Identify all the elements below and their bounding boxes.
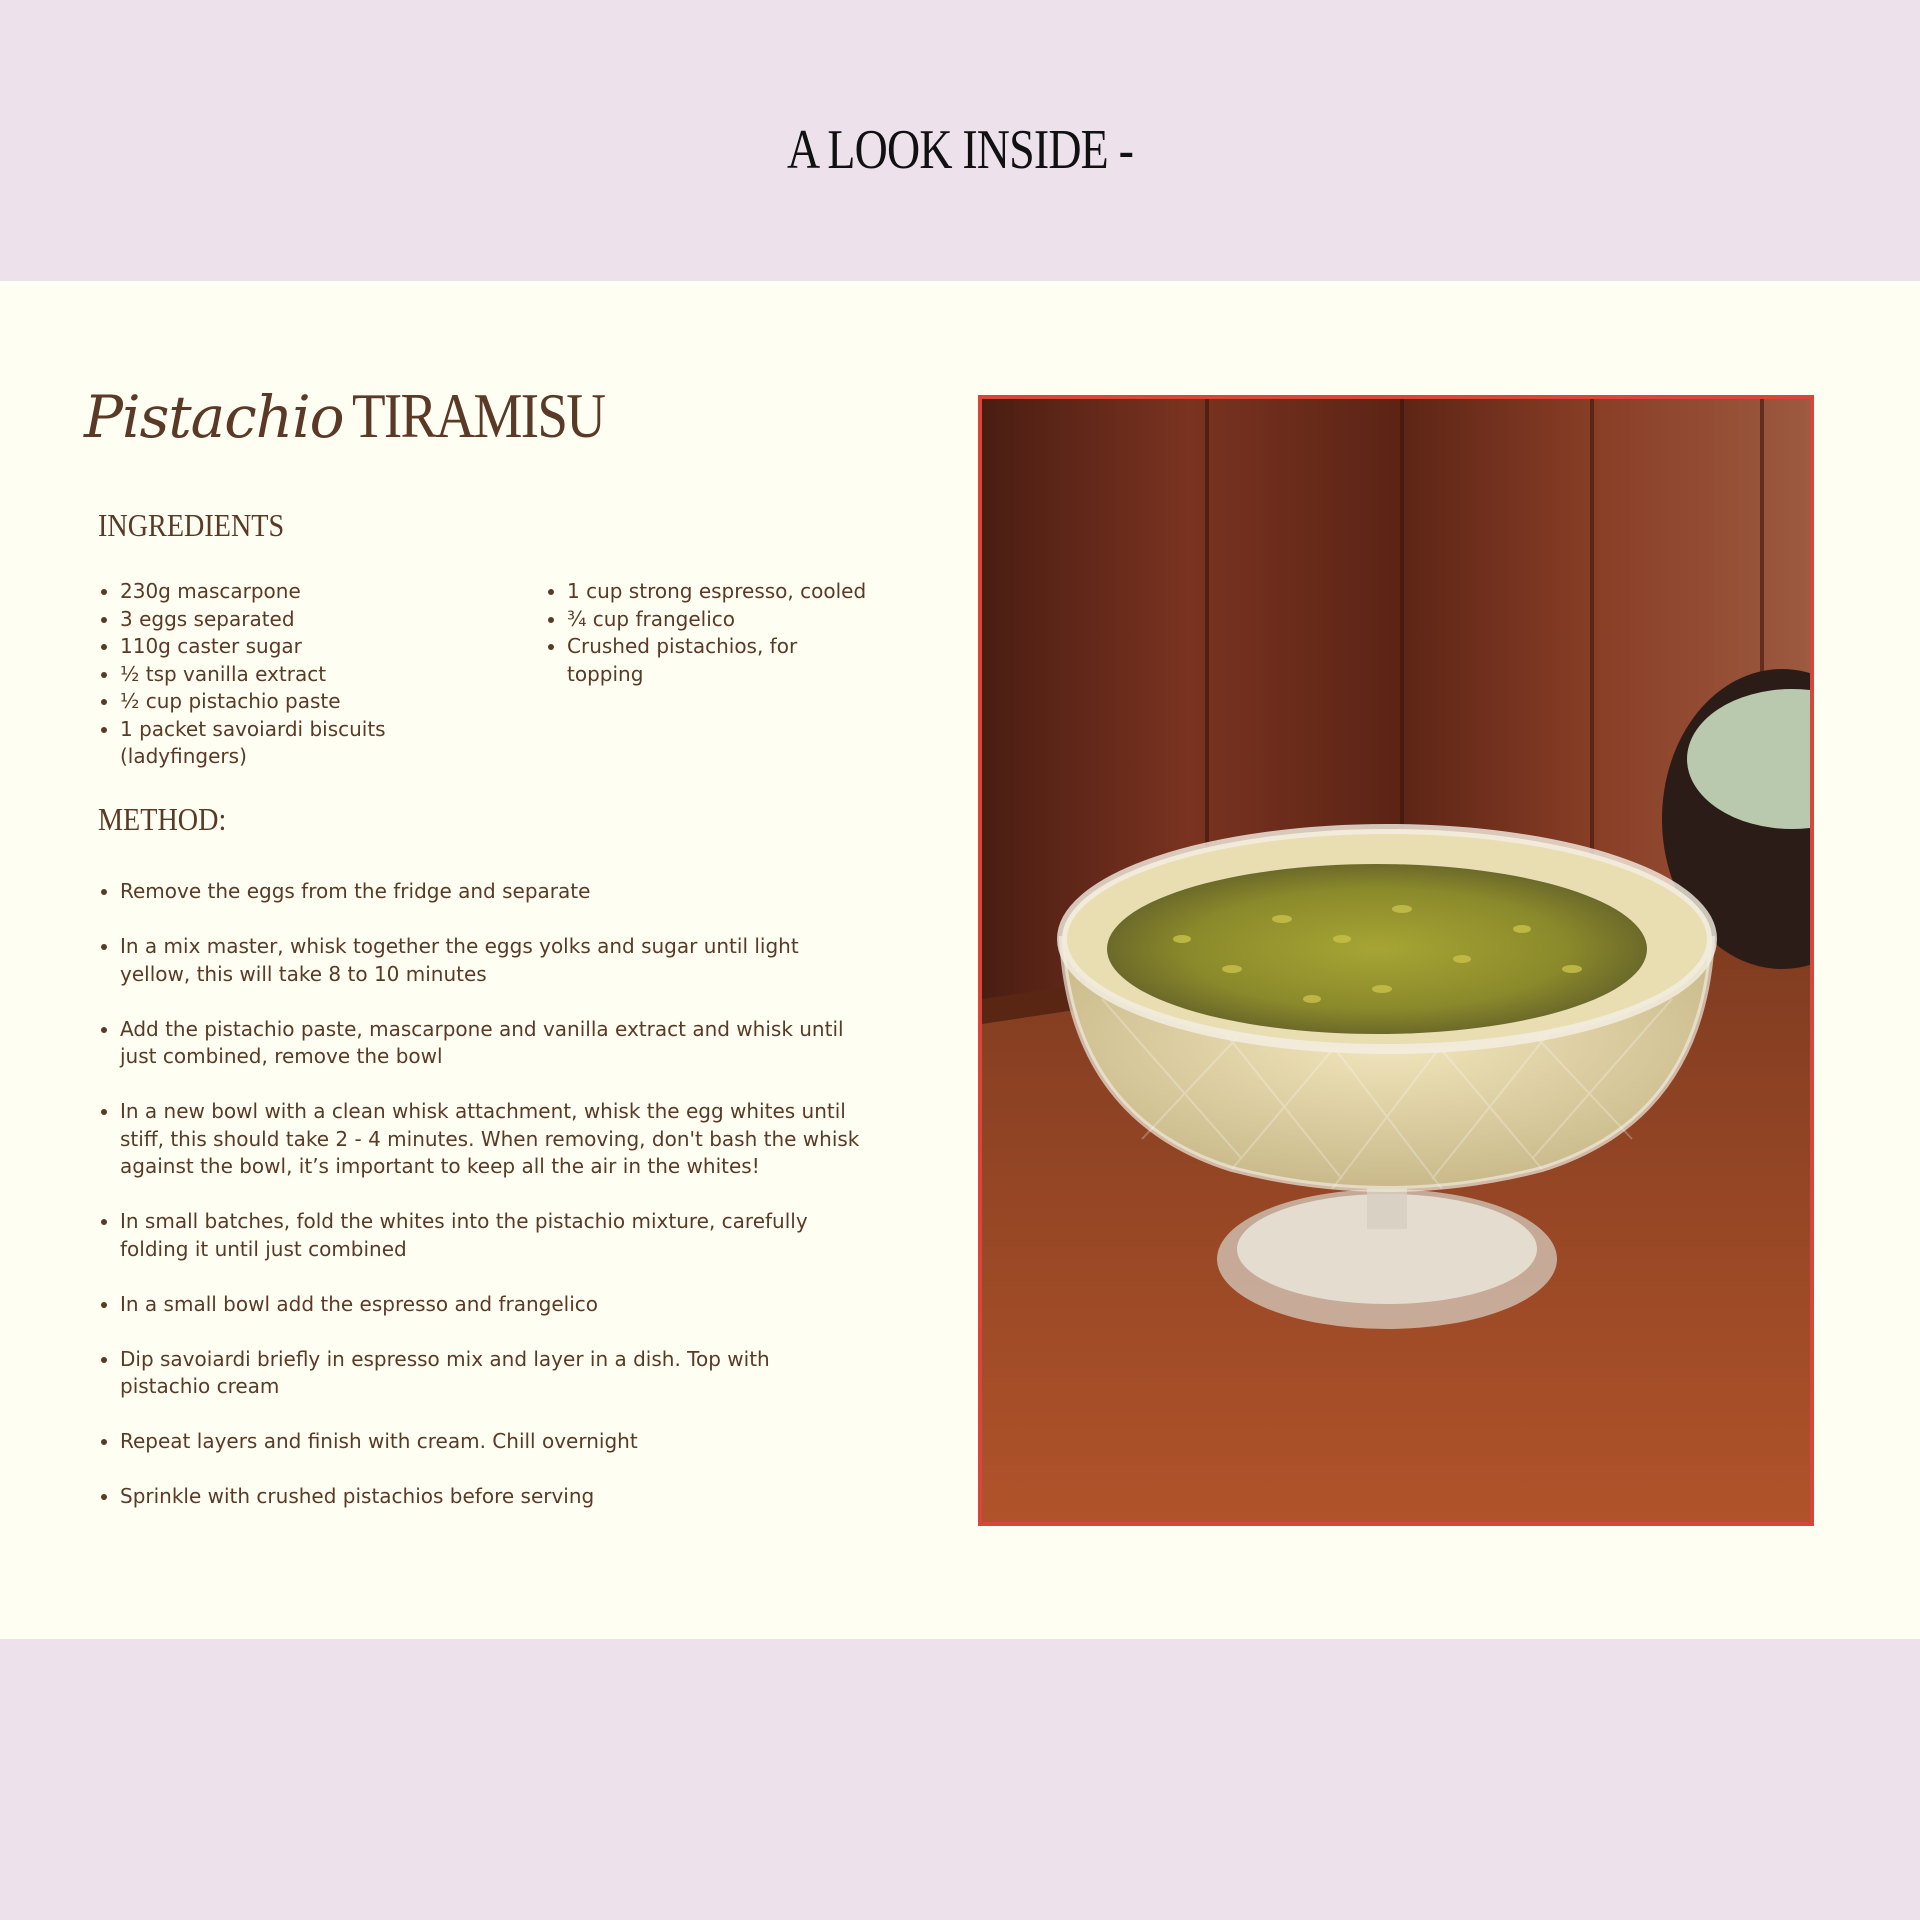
ingredient-item: • 1 cup strong espresso, cooled [567, 578, 867, 606]
ingredient-item: • Crushed pistachios, for topping [567, 633, 867, 688]
page-heading: A LOOK INSIDE - [786, 119, 1134, 181]
header-band [0, 0, 1920, 281]
method-heading: METHOD: [98, 801, 227, 837]
ingredients-list-right [545, 578, 867, 688]
ingredients-list-left [98, 578, 450, 771]
ingredient-item: • 3 eggs separated [120, 606, 450, 634]
recipe-title [84, 379, 645, 453]
ingredients-heading: INGREDIENTS [98, 507, 285, 543]
ingredient-item: • 1 packet savoiardi biscuits (ladyfingers) [120, 716, 450, 771]
method-step: • In a new bowl with a clean whisk attachment, whisk the egg whites until stiff, this should take 2 - 4 minutes. When removing, don't bash the whisk against the bowl, it’s important to keep all the air in the whites! [120, 1098, 860, 1181]
ingredient-item: • ¾ cup frangelico [567, 606, 867, 634]
ingredient-item: • ½ tsp vanilla extract [120, 661, 450, 689]
ingredient-item: • ½ cup pistachio paste [120, 688, 450, 716]
recipe-title-italic: Pistachio [84, 383, 344, 451]
ingredient-item: • 230g mascarpone [120, 578, 450, 606]
recipe-page [0, 281, 1920, 1639]
method-step: • Repeat layers and finish with cream. Chill overnight [120, 1428, 860, 1456]
method-list [98, 878, 860, 1538]
method-step: • Sprinkle with crushed pistachios before serving [120, 1483, 860, 1511]
method-step: • Add the pistachio paste, mascarpone and vanilla extract and whisk until just combined, remove the bowl [120, 1016, 860, 1071]
tiramisu-photo-illustration [982, 399, 1810, 1522]
recipe-title-caps: TIRAMISU [351, 380, 604, 451]
method-step: • In a mix master, whisk together the eggs yolks and sugar until light yellow, this will take 8 to 10 minutes [120, 933, 860, 988]
method-step: • Dip savoiardi briefly in espresso mix and layer in a dish. Top with pistachio cream [120, 1346, 860, 1401]
footer-band [0, 1639, 1920, 1920]
method-step: • In small batches, fold the whites into the pistachio mixture, carefully folding it until just combined [120, 1208, 860, 1263]
ingredient-item: • 110g caster sugar [120, 633, 450, 661]
method-step: • In a small bowl add the espresso and frangelico [120, 1291, 860, 1319]
method-step: • Remove the eggs from the fridge and separate [120, 878, 860, 906]
tiramisu-photo [978, 395, 1814, 1526]
